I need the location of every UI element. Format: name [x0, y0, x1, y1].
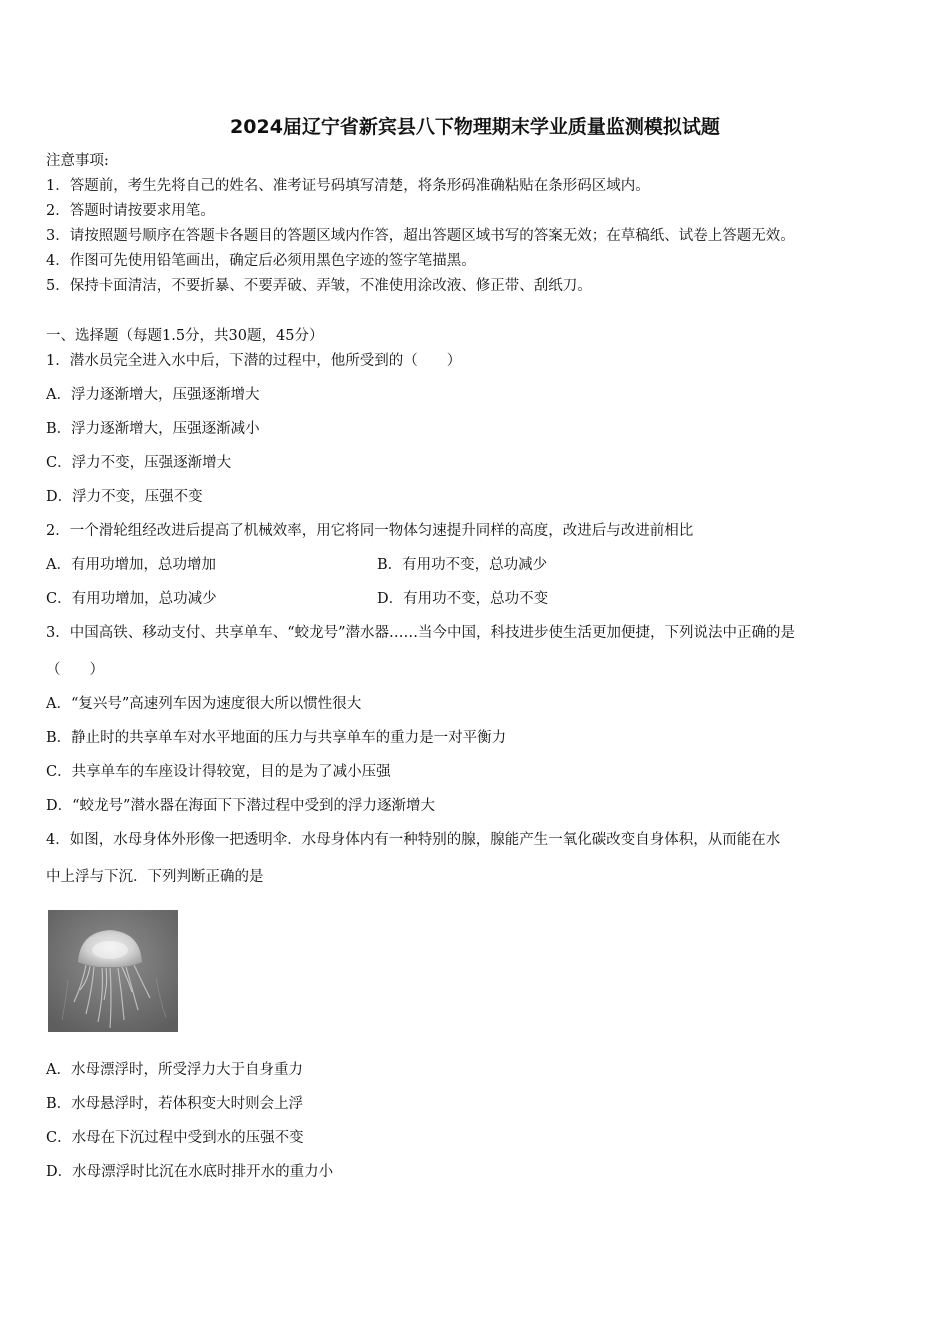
notice-item: 3．请按照题号顺序在答题卡各题目的答题区域内作答，超出答题区域书写的答案无效；在草稿纸、试卷上答题无效。: [46, 228, 795, 244]
notice-item: 2．答题时请按要求用笔。: [46, 203, 215, 219]
q3-option-c: C．共享单车的车座设计得较宽，目的是为了减小压强: [46, 764, 391, 780]
q2-stem: 2．一个滑轮组经改进后提高了机械效率，用它将同一物体匀速提升同样的高度，改进后与改进前相比: [46, 523, 694, 539]
q3-option-d: D．“蛟龙号”潜水器在海面下下潜过程中受到的浮力逐渐增大: [46, 798, 435, 814]
notice-item: 5．保持卡面清洁，不要折暴、不要弄破、弄皱，不准使用涂改液、修正带、刮纸刀。: [46, 278, 592, 294]
exam-title: 2024届辽宁省新宾县八下物理期末学业质量监测模拟试题: [230, 116, 720, 138]
q4-option-b: B．水母悬浮时，若体积变大时则会上浮: [46, 1096, 304, 1112]
q3-option-a: A．“复兴号”高速列车因为速度很大所以惯性很大: [46, 696, 362, 712]
q1-option-b: B．浮力逐渐增大，压强逐渐减小: [46, 421, 260, 437]
notice-item: 4．作图可先使用铅笔画出，确定后必须用黑色字迹的签字笔描黑。: [46, 253, 476, 269]
q4-option-d: D．水母漂浮时比沉在水底时排开水的重力小: [46, 1164, 334, 1180]
notice-heading: 注意事项:: [46, 153, 109, 169]
q4-stem-line2: 中上浮与下沉．下列判断正确的是: [46, 869, 264, 885]
q2-option-c: C．有用功增加，总功减少: [46, 591, 217, 607]
q3-stem-line2: （ ）: [46, 662, 104, 678]
q2-option-a: A．有用功增加，总功增加: [46, 557, 216, 573]
notice-item: 1．答题前，考生先将自己的姓名、准考证号码填写清楚，将条形码准确粘贴在条形码区域内。: [46, 178, 650, 194]
jellyfish-illustration: [48, 910, 178, 1032]
q4-option-c: C．水母在下沉过程中受到水的压强不变: [46, 1130, 304, 1146]
q2-option-b: B．有用功不变，总功减少: [377, 557, 548, 573]
jellyfish-image: [48, 910, 178, 1032]
q1-option-c: C．浮力不变，压强逐渐增大: [46, 455, 232, 471]
q3-stem-line1: 3．中国高铁、移动支付、共享单车、“蛟龙号”潜水器……当今中国，科技进步使生活更加便捷，下列说法中正确的是: [46, 625, 796, 641]
q1-option-a: A．浮力逐渐增大，压强逐渐增大: [46, 387, 260, 403]
q1-option-d: D．浮力不变，压强不变: [46, 489, 203, 505]
q1-stem: 1．潜水员完全进入水中后，下潜的过程中，他所受到的（ ）: [46, 353, 462, 369]
q3-option-b: B．静止时的共享单车对水平地面的压力与共享单车的重力是一对平衡力: [46, 730, 507, 746]
section-heading: 一、选择题（每题1.5分，共30题，45分）: [46, 328, 324, 344]
q2-option-d: D．有用功不变，总功不变: [377, 591, 549, 607]
q4-stem-line1: 4．如图，水母身体外形像一把透明伞．水母身体内有一种特别的腺，腺能产生一氧化碳改变自身体积，从而能在水: [46, 832, 781, 848]
q4-option-a: A．水母漂浮时，所受浮力大于自身重力: [46, 1062, 303, 1078]
